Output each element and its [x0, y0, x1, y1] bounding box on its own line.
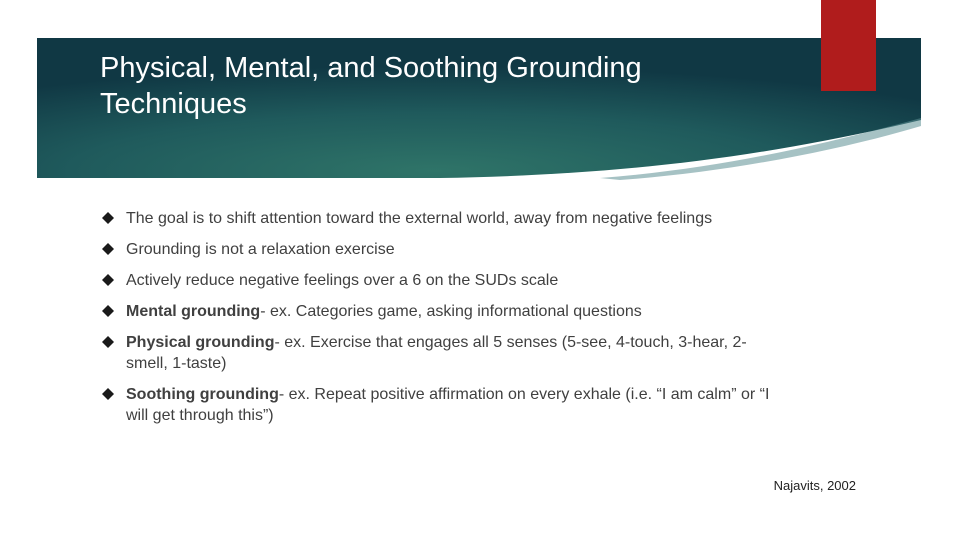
- accent-bar: [821, 0, 876, 91]
- bullet-item: [102, 301, 782, 322]
- bullet-text: - ex. Exercise that engages all 5 senses (5-see, 4-touch, 3-hear, 2-smell, 1-taste): [126, 334, 747, 372]
- bullet-text: Actively reduce negative feelings over a 6 on the SUDs scale: [126, 272, 559, 289]
- bullet-text: - ex. Repeat positive affirmation on every exhale (i.e. “I am calm” or “I will get through this”): [126, 386, 770, 424]
- slide-title: Physical, Mental, and Soothing Grounding Techniques: [100, 52, 642, 120]
- diamond-bullet-icon: [102, 388, 114, 400]
- citation: Najavits, 2002: [773, 478, 856, 493]
- bullet-bold: Physical grounding: [126, 334, 275, 351]
- bullet-bold: Soothing grounding: [126, 386, 279, 403]
- bullet-item: [102, 239, 782, 260]
- diamond-bullet-icon: [102, 243, 114, 255]
- diamond-bullet-icon: [102, 274, 114, 286]
- bullet-text: - ex. Categories game, asking informational questions: [260, 303, 642, 320]
- diamond-bullet-icon: [102, 305, 114, 317]
- bullet-text: Grounding is not a relaxation exercise: [126, 241, 395, 258]
- diamond-bullet-icon: [102, 212, 114, 224]
- bullet-list: [102, 208, 782, 436]
- bullet-item: [102, 384, 782, 426]
- bullet-item: [102, 332, 782, 374]
- bullet-text: The goal is to shift attention toward the external world, away from negative feelings: [126, 210, 713, 227]
- diamond-bullet-icon: [102, 336, 114, 348]
- bullet-item: [102, 270, 782, 291]
- bullet-item: [102, 208, 782, 229]
- bullet-bold: Mental grounding: [126, 303, 261, 320]
